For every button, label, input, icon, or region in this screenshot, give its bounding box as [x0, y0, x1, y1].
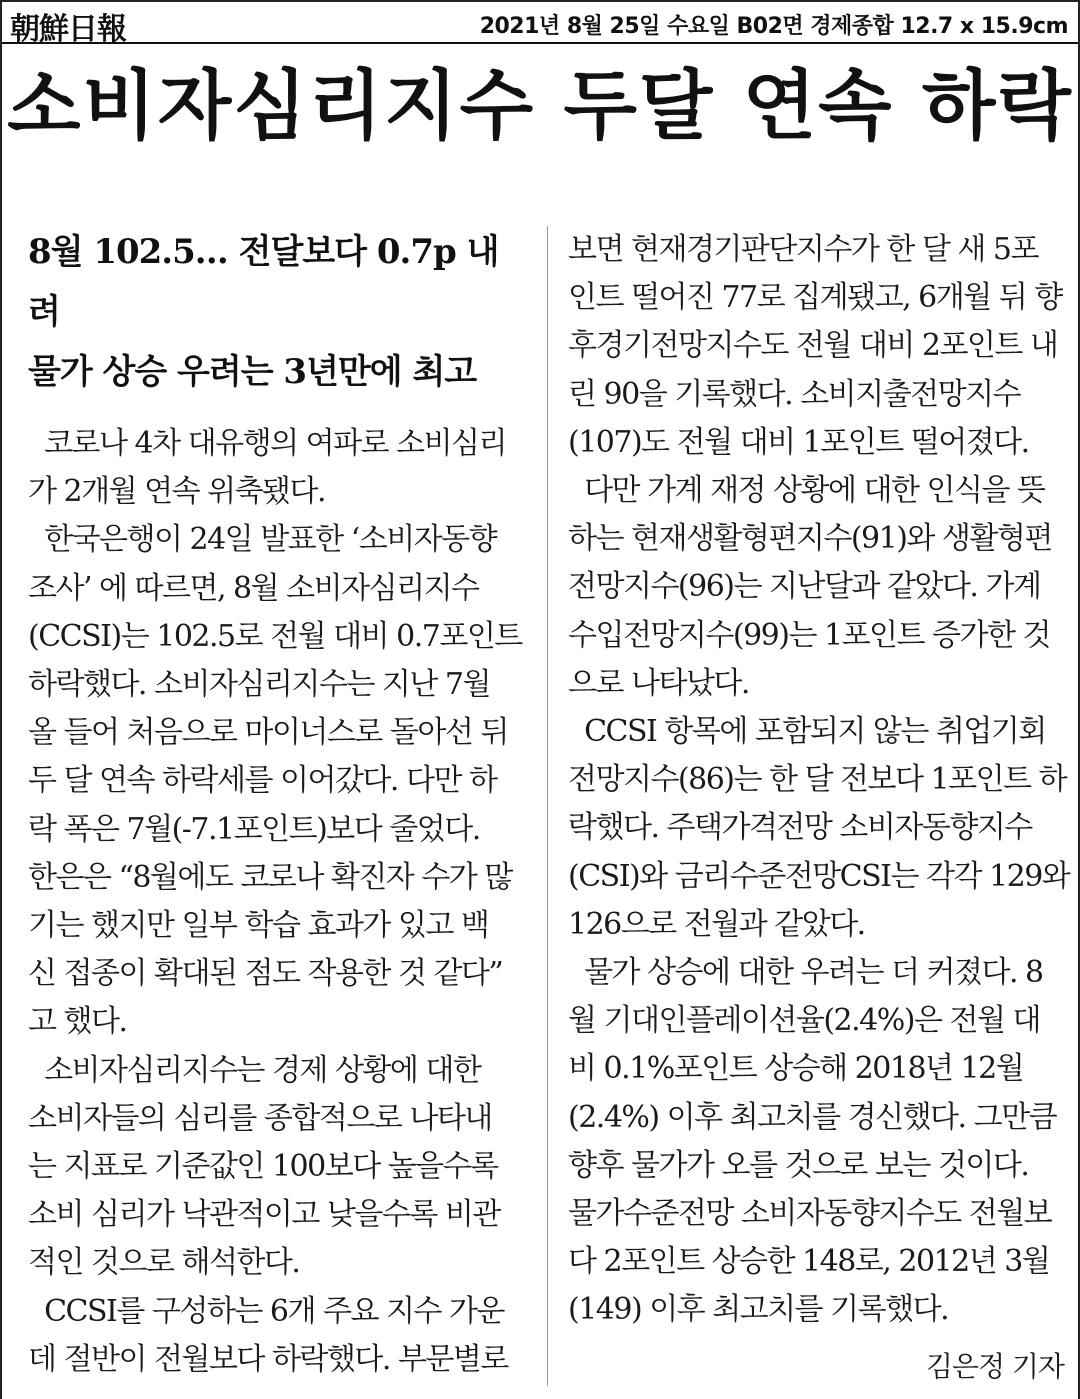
article-text-line: 물가수준전망 소비자동향지수도 전월보	[568, 1196, 1052, 1232]
article-body-right-column	[568, 226, 1068, 1335]
article-text-line: 기는 했지만 일부 학습 효과가 있고 백	[28, 908, 489, 944]
article-text-line: 신 접종이 확대된 점도 작용한 것 같다”	[28, 956, 503, 992]
article-text-line: 하락했다. 소비자심리지수는 지난 7월	[28, 667, 490, 703]
article-text-line: (CCSI)는 102.5로 전월 대비 0.7포인트	[28, 618, 522, 654]
article-text-line: 향후 물가가 오를 것으로 보는 것이다.	[568, 1147, 1029, 1183]
article-text-line: 린 90을 기록했다. 소비지출전망지수	[568, 376, 1021, 412]
article-text-line: 전망지수(86)는 한 달 전보다 1포인트 하	[568, 762, 1067, 798]
article-text-line: 락 폭은 7월(-7.1포인트)보다 줄었다.	[28, 811, 480, 847]
article-text-line: 한은은 “8월에도 코로나 확진자 수가 많	[28, 859, 512, 895]
article-text-line: 는 지표로 기준값인 100보다 높을수록	[28, 1149, 498, 1185]
article-text-line: 소비 심리가 낙관적이고 낮을수록 비관	[28, 1197, 500, 1233]
article-text-line: 락했다. 주택가격전망 소비자동향지수	[568, 810, 1032, 846]
article-text-line: 다 2포인트 상승한 148로, 2012년 3월	[568, 1244, 1050, 1280]
reporter-byline: 김은정 기자	[925, 1350, 1064, 1383]
article-text-line: 인트 떨어진 77로 집계됐고, 6개월 뒤 향	[568, 280, 1062, 316]
article-text-line: 조사’ 에 따르면, 8월 소비자심리지수	[28, 570, 479, 606]
article-text-line: 비 0.1%포인트 상승해 2018년 12월	[568, 1051, 1024, 1087]
article-text-line: 적인 것으로 해석한다.	[28, 1245, 300, 1281]
article-text-line: 후경기전망지수도 전월 대비 2포인트 내	[568, 328, 1058, 364]
article-text-line: 전망지수(96)는 지난달과 같았다. 가계	[568, 569, 1041, 605]
newspaper-logo: 朝鮮日報	[10, 12, 126, 47]
article-text-line: 보면 현재경기판단지수가 한 달 새 5포	[568, 232, 1038, 267]
article-text-line: 다만 가계 재정 상황에 대한 인식을 뜻	[568, 473, 1045, 509]
article-text-line: 가 2개월 연속 위축됐다.	[28, 474, 326, 510]
publication-meta: 2021년 8월 25일 수요일 B02면 경제종합 12.7 x 15.9cm	[479, 14, 1068, 39]
article-text-line: (107)도 전월 대비 1포인트 떨어졌다.	[568, 424, 1029, 460]
masthead-bar	[2, 0, 1078, 47]
subheadline-block	[28, 222, 528, 402]
article-headline: 소비자심리지수 두달 연속 하락	[7, 61, 1073, 150]
article-text-line: 126으로 전월과 같았다.	[568, 906, 865, 942]
article-text-line: 월 기대인플레이션율(2.4%)은 전월 대	[568, 1003, 1040, 1039]
subheadline-line: 8월 102.5… 전달보다 0.7p 내려	[28, 232, 499, 332]
article-text-line: (2.4%) 이후 최고치를 경신했다. 그만큼	[568, 1099, 1057, 1135]
article-text-line: 두 달 연속 하락세를 이어갔다. 다만 하	[28, 763, 497, 799]
article-text-line: 소비자심리지수는 경제 상황에 대한	[28, 1052, 481, 1088]
article-body-left-column	[28, 420, 538, 1384]
article-text-line: 으로 나타났다.	[568, 665, 749, 701]
subheadline-line: 물가 상승 우려는 3년만에 최고	[28, 352, 477, 392]
column-divider	[547, 226, 548, 1386]
article-text-line: 수입전망지수(99)는 1포인트 증가한 것	[568, 617, 1050, 653]
article-text-line: 소비자들의 심리를 종합적으로 나타내	[28, 1100, 492, 1136]
article-text-line: 물가 상승에 대한 우려는 더 커졌다. 8	[568, 955, 1043, 991]
article-text-line: 올 들어 처음으로 마이너스로 돌아선 뒤	[28, 715, 508, 751]
article-text-line: CCSI를 구성하는 6개 주요 지수 가운	[28, 1293, 504, 1329]
article-text-line: (CSI)와 금리수준전망CSI는 각각 129와	[568, 858, 1070, 894]
article-text-line: CCSI 항목에 포함되지 않는 취업기회	[568, 714, 1046, 750]
article-text-line: (149) 이후 최고치를 기록했다.	[568, 1292, 949, 1328]
article-text-line: 하는 현재생활형편지수(91)와 생활형편	[568, 521, 1052, 557]
article-text-line: 한국은행이 24일 발표한 ‘소비자동향	[28, 522, 497, 558]
article-text-line: 코로나 4차 대유행의 여파로 소비심리	[28, 426, 507, 461]
article-text-line: 데 절반이 전월보다 하락했다. 부문별로	[28, 1341, 508, 1377]
article-text-line: 고 했다.	[28, 1004, 127, 1040]
